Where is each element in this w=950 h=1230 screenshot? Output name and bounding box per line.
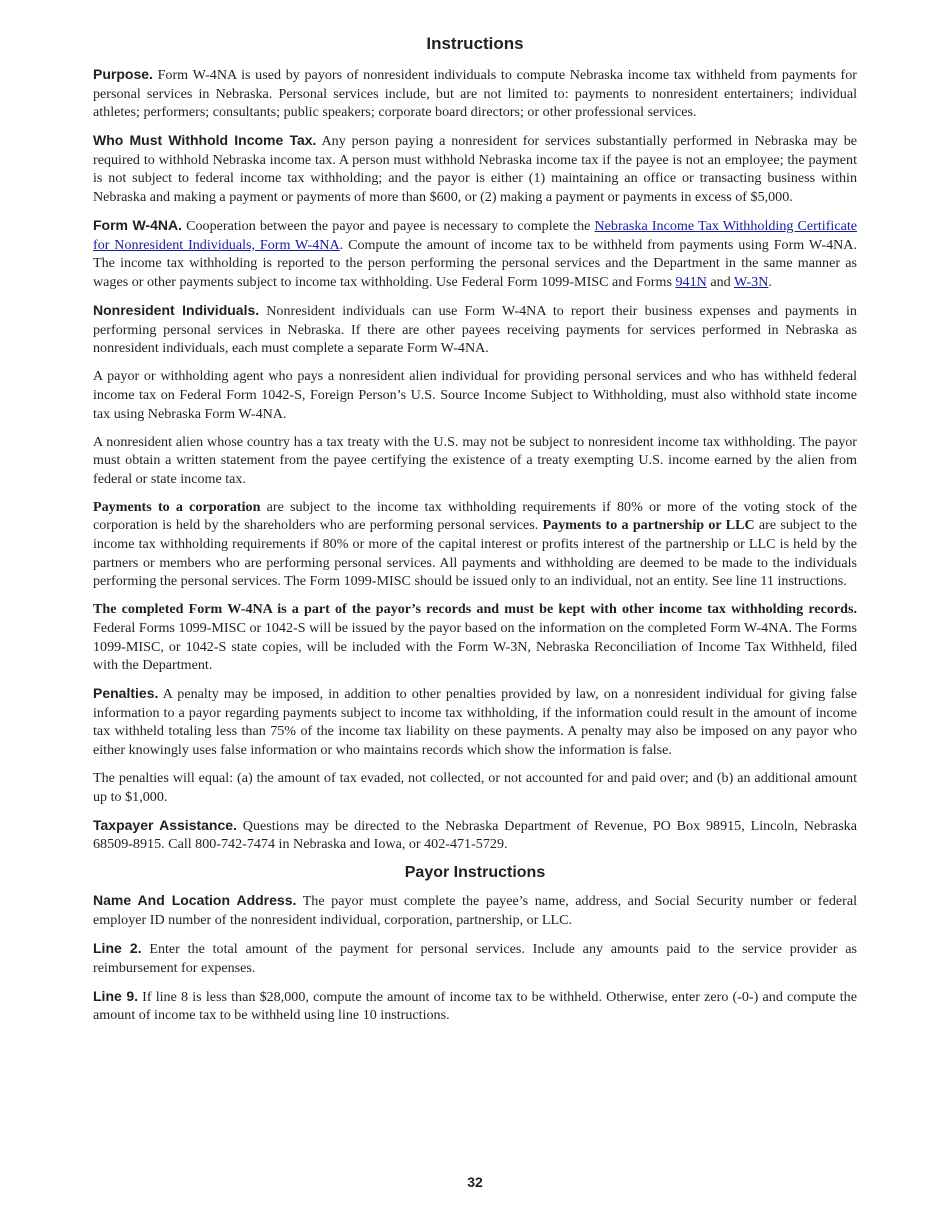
nonresident-alien-paragraph: A payor or withholding agent who pays a nonresident alien individual for providing personal services and who has withheld federal income tax on Federal Form 1042-S, Foreign Person’s U.S. Source Income Subject to Withholding, must also withhold state income tax using Nebraska Form W-4NA. (93, 368, 857, 422)
penalties-heading: Penalties. (93, 685, 159, 702)
penalties-amount-paragraph: The penalties will equal: (a) the amount of tax evaded, not collected, or not accounted for and paid over; and (b) an additional amount up to $1,000. (93, 770, 857, 805)
taxpayer-assistance-text: Questions may be directed to the Nebraska Department of Revenue, PO Box 98915, Lincoln, Nebraska 68509-8915. Call 800-742-7474 in Nebraska and Iowa, or 402-471-5729. (93, 817, 857, 853)
purpose-heading: Purpose. (93, 66, 153, 82)
completed-form-paragraph (93, 600, 857, 674)
purpose-text: Form W-4NA is used by payors of nonresident individuals to compute Nebraska income tax withheld from payments for personal services in Nebraska. Personal services include, but are not limited to: payments to nonresident entertainers; individual athletes; performers; consultants; public speakers; corporate board directors; or other professional services. (93, 67, 857, 121)
partnership-payments-text: are subject to the income tax withholding requirements if 80% or more of the capital interest or profits interest of the partnership or LLC is held by the partners or members who are performing personal services. All payments and withholding are deemed to be made to the individuals performing the personal services. The Form 1099-MISC should be issued only to an individual, not an entity. See line 11 instructions. (93, 517, 857, 590)
form-w4na-paragraph (93, 216, 857, 291)
form-w4na-text-1: Cooperation between the payor and payee is necessary to complete the (181, 218, 595, 235)
form-w3n-link[interactable]: W-3N (733, 273, 769, 290)
corporation-payments-heading: Payments to a corporation (93, 498, 261, 515)
penalties-text: A penalty may be imposed, in addition to other penalties provided by law, on a nonresident individual for giving false information to a payor regarding payments subject to income tax withholding, if the information could result in the amount of income tax withheld totaling less than 75% of the income tax liability on these payments. A penalty may also be imposed on any payor who either knowingly uses false information or who maintains records which show the information is false. (93, 686, 857, 758)
nonresident-individuals-text: Nonresident individuals can use Form W-4NA to report their business expenses and payments in performing personal services in Nebraska. If there are other payees receiving payments for services performed in Nebraska as nonresident individuals, each must complete a separate Form W-4NA. (93, 303, 857, 357)
form-w4na-heading: Form W-4NA. (93, 217, 182, 234)
completed-form-text: Federal Forms 1099-MISC or 1042-S will be issued by the payor based on the information on the completed Form W-4NA. The Forms 1099-MISC, or 1042-S state copies, will be included with the Form W-3N, Nebraska Reconciliation of Income Tax Withheld, filed with the Department. (93, 619, 857, 674)
page-title: Instructions (426, 34, 524, 53)
w4na-certificate-link[interactable]: Nebraska Income Tax Withholding Certificate for Nonresident Individuals, Form W-4NA (93, 218, 857, 253)
corporation-payments-text: are subject to the income tax withholding requirements if 80% or more of the voting stock of the corporation is held by the shareholders who are performing personal services. (93, 498, 858, 534)
who-must-withhold-text: Any person paying a nonresident for services substantially performed in Nebraska may be required to withhold Nebraska income tax. A person must withhold Nebraska income tax if the payee is not an employee; the payment is not subject to federal income tax withholding; and the payor is either (1) maintaining an office or transacting business within Nebraska and making a payment or payments of more than $600, or (2) making a payment or payments in excess of $5,000. (93, 133, 857, 206)
line-2-paragraph (93, 939, 857, 977)
line-2-heading: Line 2. (93, 940, 142, 957)
payor-instructions-title: Payor Instructions (404, 864, 546, 882)
partnership-payments-heading: Payments to a partnership or LLC (542, 517, 755, 534)
completed-form-statement: The completed Form W-4NA is a part of the payor’s records and must be kept with other income tax withholding records. (93, 601, 857, 618)
taxpayer-assistance-paragraph (93, 816, 857, 854)
form-w4na-text-2: . Compute the amount of income tax to be withheld from payments using Form W-4NA. The income tax withholding is reported to the person performing the personal services and the Department in the same manner as wages or other payments subject to income tax withholding. Use Federal Form 1099-MISC and Forms (93, 236, 857, 290)
line-2-text: Enter the total amount of the payment for personal services. Include any amounts paid to the service provider as reimbursement for expenses. (93, 941, 857, 976)
who-must-withhold-paragraph (93, 131, 857, 206)
name-location-text: The payor must complete the payee’s name, address, and Social Security number or federal employer ID number of the nonresident individual, corporation, partnership, or LLC. (93, 893, 857, 929)
name-location-paragraph (93, 891, 857, 929)
nonresident-individuals-paragraph (93, 301, 857, 358)
form-w4na-text-3: and (706, 273, 734, 290)
corporation-payments-paragraph (93, 498, 857, 591)
nonresident-individuals-heading: Nonresident Individuals. (93, 302, 260, 319)
taxpayer-assistance-heading: Taxpayer Assistance. (93, 816, 237, 833)
form-w4na-text-4: . (768, 273, 772, 290)
tax-treaty-paragraph: A nonresident alien whose country has a tax treaty with the U.S. may not be subject to nonresident income tax withholding. The payor must obtain a written statement from the payee certifying the existence of a treaty exempting U.S. income earned by the alien from federal or state income tax. (93, 433, 857, 487)
line-9-heading: Line 9. (93, 987, 138, 1004)
penalties-paragraph (93, 684, 857, 759)
line-9-text: If line 8 is less than $28,000, compute the amount of income tax to be withheld. Otherwise, enter zero (-0-) and compute the amount of income tax to be withheld using line 10 instructions. (93, 988, 857, 1024)
who-must-withhold-heading: Who Must Withhold Income Tax. (93, 132, 317, 149)
name-location-heading: Name And Location Address. (93, 892, 297, 909)
purpose-paragraph (93, 65, 857, 122)
instructions-page (93, 34, 857, 1035)
page-number: 32 (467, 1174, 483, 1190)
form-941n-link[interactable]: 941N (675, 273, 707, 290)
line-9-paragraph (93, 987, 857, 1025)
